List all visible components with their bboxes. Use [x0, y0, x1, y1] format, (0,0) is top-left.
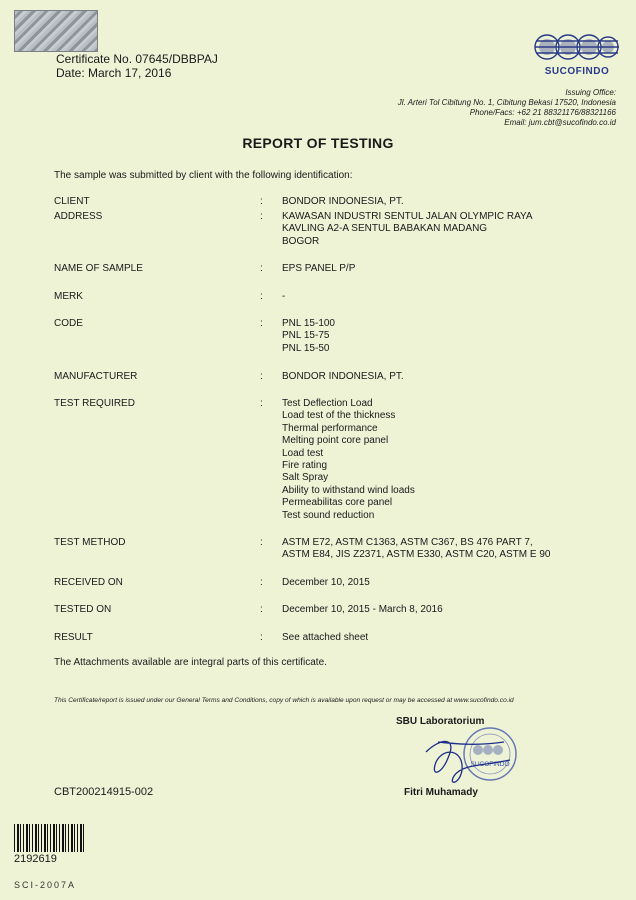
value-line: Melting point core panel [282, 435, 389, 447]
field-label: TEST REQUIRED [54, 398, 135, 409]
sucofindo-logo [534, 30, 620, 77]
field-value [282, 398, 622, 522]
field-label: RESULT [54, 632, 93, 643]
office-phone: Phone/Facs: +62 21 88321176/88321166 [469, 108, 616, 117]
logo-wordmark: SUCOFINDO [544, 66, 610, 77]
field-value [282, 577, 622, 589]
field-label: NAME OF SAMPLE [54, 263, 143, 274]
terms-note: This Certificate/report is issued under our General Terms and Conditions, copy of which is available upon request or may be accessed at www.sucofindo.co.id [54, 697, 514, 704]
field-value [282, 537, 622, 562]
report-title: REPORT OF TESTING [242, 135, 394, 151]
value-line: BONDOR INDONESIA, PT. [282, 371, 404, 382]
value-line: EPS PANEL P/P [282, 263, 356, 274]
field-label: TEST METHOD [54, 537, 126, 548]
signatory-name: Fitri Muhamady [404, 787, 478, 798]
value-line: Salt Spray [282, 472, 329, 484]
value-line: PNL 15-100 [282, 318, 335, 329]
certificate-date: Date: March 17, 2016 [56, 66, 172, 80]
field-value [282, 263, 622, 275]
field-colon: : [260, 577, 263, 588]
field-value [282, 318, 622, 355]
value-line: December 10, 2015 - March 8, 2016 [282, 604, 443, 615]
field-value [282, 604, 622, 616]
attachments-note: The Attachments available are integral parts of this certificate. [54, 657, 327, 668]
value-line: ASTM E72, ASTM C1363, ASTM C367, BS 476 PART 7, [282, 537, 533, 548]
field-colon: : [260, 318, 263, 329]
value-line: BOGOR [282, 235, 320, 247]
value-line: KAVLING A2-A SENTUL BABAKAN MADANG [282, 223, 488, 235]
field-colon: : [260, 291, 263, 302]
field-colon: : [260, 263, 263, 274]
value-line: See attached sheet [282, 632, 369, 643]
field-value [282, 632, 622, 644]
value-line: Permeabilitas core panel [282, 497, 393, 509]
value-line: Load test of the thickness [282, 410, 396, 422]
cbt-code: CBT200214915-002 [54, 786, 154, 798]
sucofindo-globe-icon [534, 30, 620, 64]
field-colon: : [260, 604, 263, 615]
field-colon: : [260, 196, 263, 207]
value-line: ASTM E84, JIS Z2371, ASTM E330, ASTM C20, ASTM E 90 [282, 549, 551, 561]
field-value [282, 196, 622, 208]
office-email: Email: jum.cbt@sucofindo.co.id [504, 118, 616, 127]
issuing-office [398, 88, 616, 128]
field-value [282, 371, 622, 383]
value-line: PNL 15-75 [282, 330, 330, 342]
stamp-text: SUCOFINDO [470, 761, 510, 768]
barcode-number: 2192619 [14, 853, 57, 865]
value-line: Thermal performance [282, 422, 378, 434]
value-line: PNL 15-50 [282, 342, 330, 354]
field-colon: : [260, 371, 263, 382]
field-label: CLIENT [54, 196, 90, 207]
field-value [282, 291, 622, 303]
field-label: CODE [54, 318, 83, 329]
value-line: Test Deflection Load [282, 398, 373, 409]
field-label: ADDRESS [54, 211, 103, 222]
office-address: Jl. Arteri Tol Cibitung No. 1, Cibitung Bekasi 17520, Indonesia [397, 98, 616, 107]
value-line: Load test [282, 447, 324, 459]
field-label: MANUFACTURER [54, 371, 138, 382]
form-code: SCI-2007A [14, 880, 77, 890]
value-line: Fire rating [282, 460, 328, 472]
field-label: TESTED ON [54, 604, 112, 615]
barcode [14, 824, 86, 852]
field-colon: : [260, 537, 263, 548]
certificate-number: Certificate No. 07645/DBBPAJ [56, 52, 218, 66]
value-line: Ability to withstand wind loads [282, 484, 415, 496]
certificate-header [56, 52, 218, 80]
field-value [282, 211, 622, 248]
intro-text: The sample was submitted by client with the following identification: [54, 170, 353, 181]
value-line: December 10, 2015 [282, 577, 370, 588]
office-heading: Issuing Office: [565, 88, 616, 97]
value-line: Test sound reduction [282, 509, 375, 521]
field-label: MERK [54, 291, 83, 302]
value-line: KAWASAN INDUSTRI SENTUL JALAN OLYMPIC RAYA [282, 211, 533, 222]
field-label: RECEIVED ON [54, 577, 123, 588]
field-colon: : [260, 398, 263, 409]
field-colon: : [260, 211, 263, 222]
hologram-seal [14, 10, 98, 52]
signature-department: SBU Laboratorium [396, 716, 485, 727]
field-colon: : [260, 632, 263, 643]
value-line: - [282, 291, 286, 302]
value-line: BONDOR INDONESIA, PT. [282, 196, 404, 207]
